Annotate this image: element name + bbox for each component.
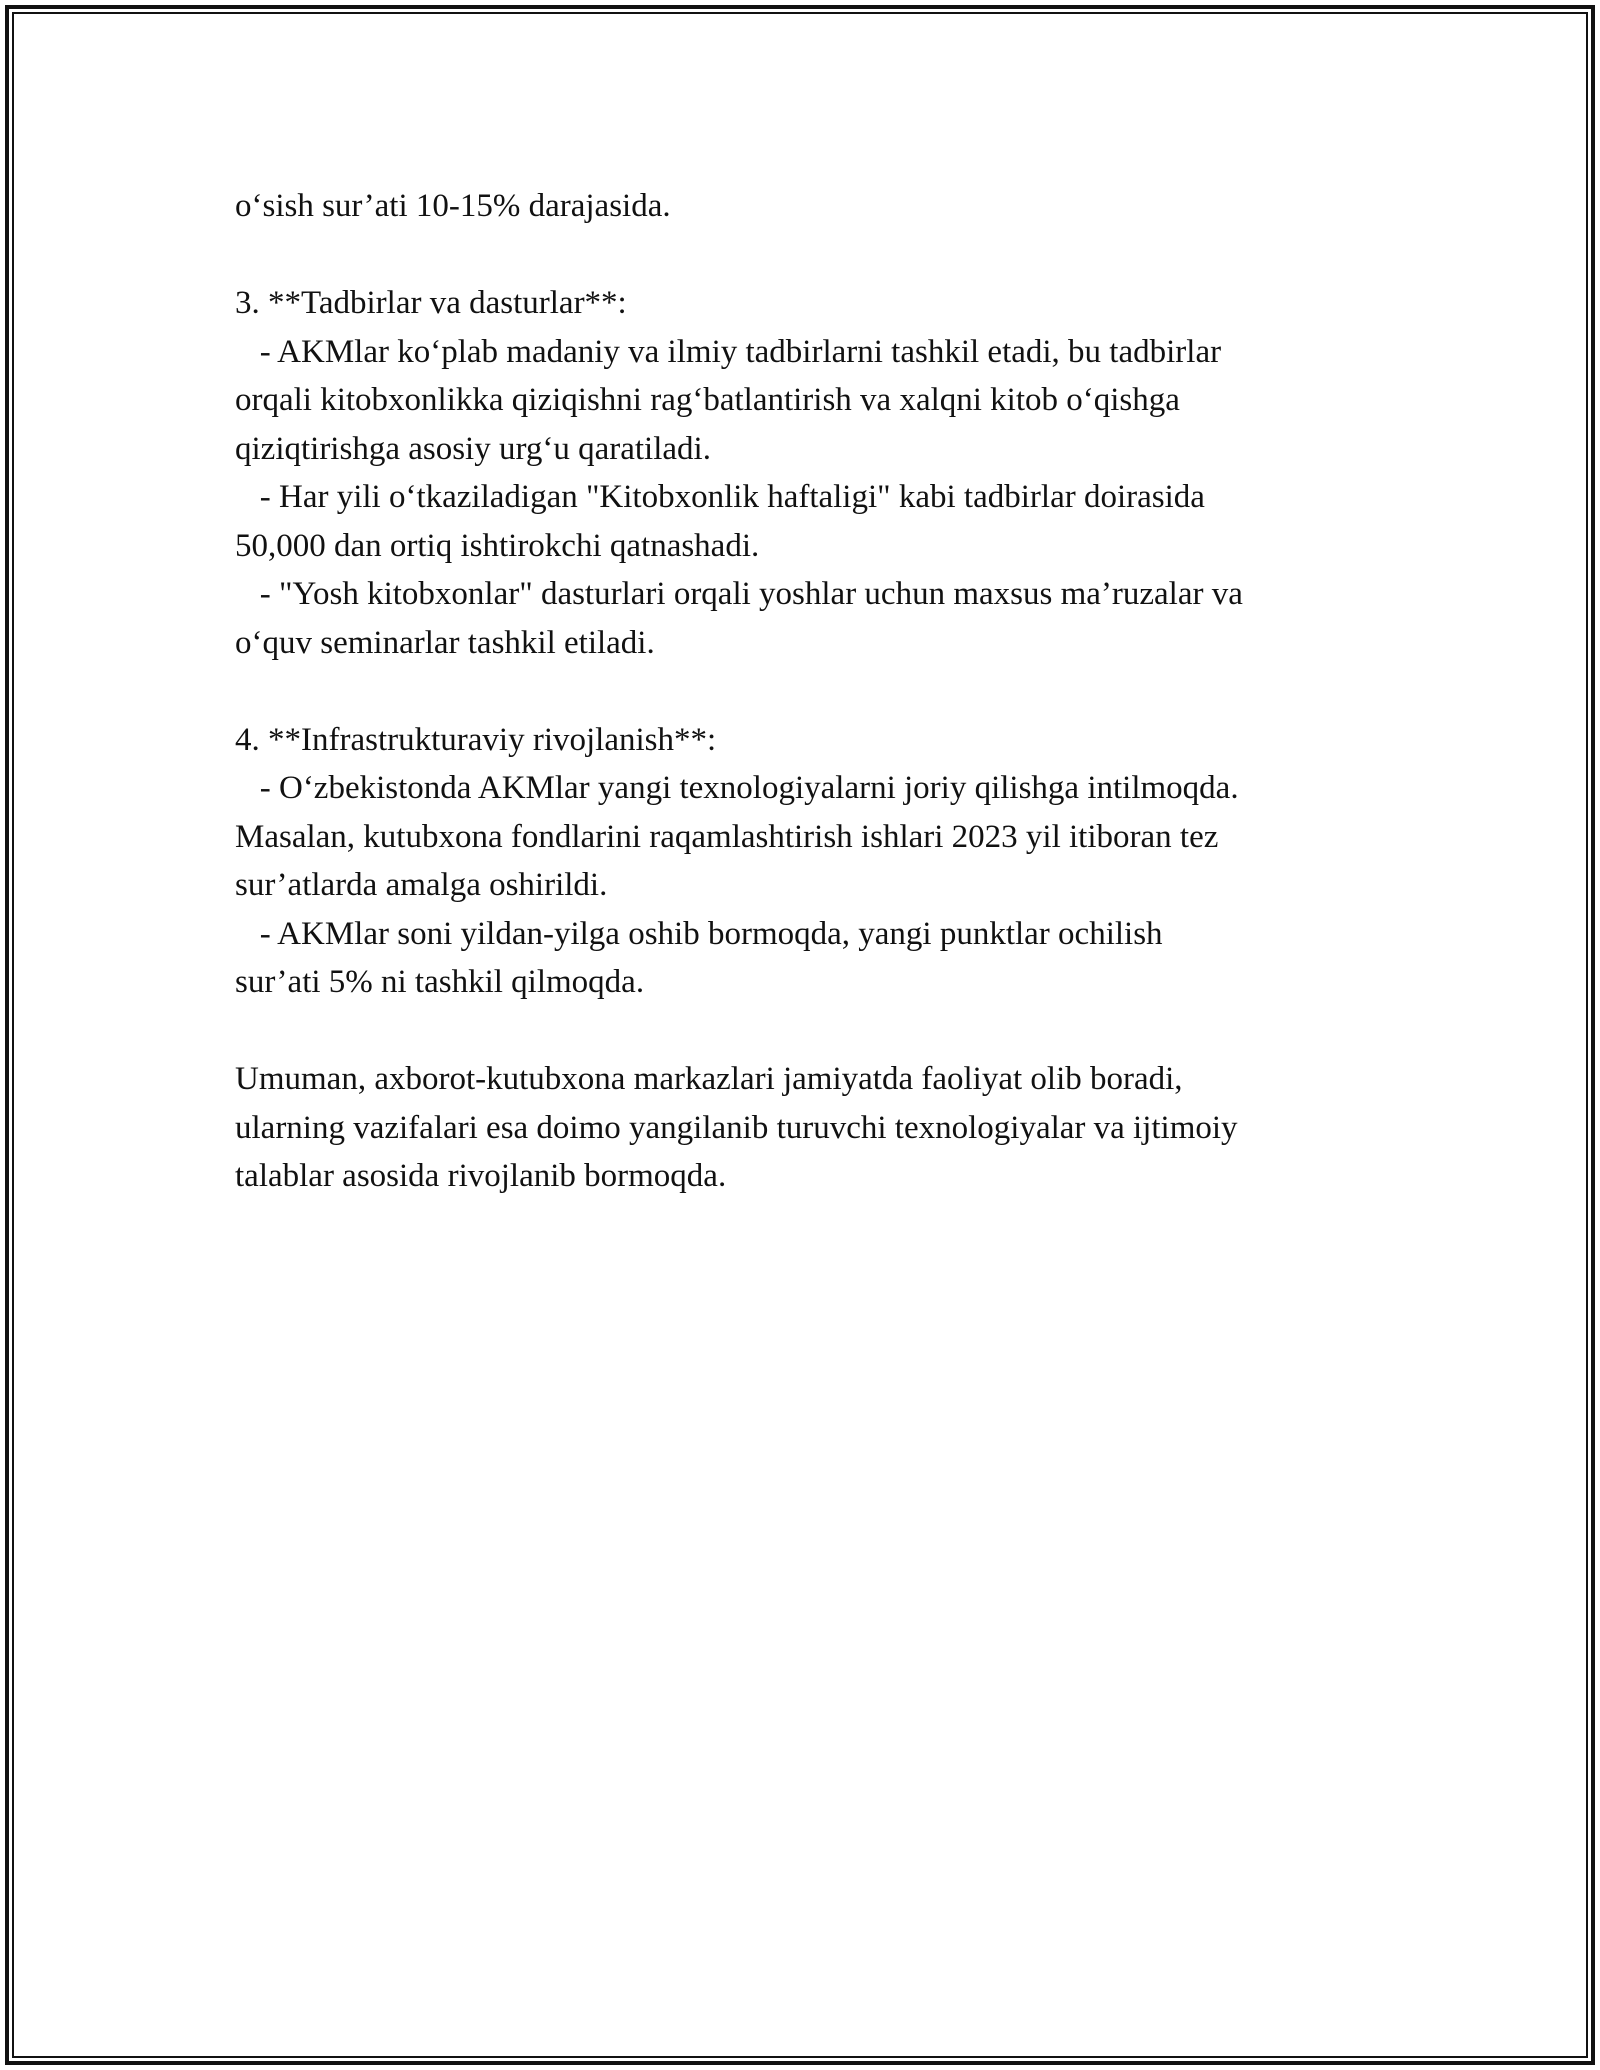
text-line: 50,000 dan ortiq ishtirokchi qatnashadi.	[235, 527, 760, 564]
conclusion-line: talablar asosida rivojlanib bormoqda.	[235, 1158, 727, 1194]
section-heading-4: 4. **Infrastrukturaviy rivojlanish**:	[235, 721, 717, 758]
text-line: o‘quv seminarlar tashkil etiladi.	[235, 624, 655, 661]
conclusion-line: ularning vazifalari esa doimo yangilanib turuvchi texnologiyalar va ijtimoiy	[235, 1109, 1238, 1146]
text-line: - AKMlar soni yildan-yilga oshib bormoqda, yangi punktlar ochilish	[235, 915, 1163, 952]
text-line: Masalan, kutubxona fondlarini raqamlashtirish ishlari 2023 yil itiboran tez	[235, 818, 1219, 855]
blank-line	[235, 667, 1385, 716]
text-line: - O‘zbekistonda AKMlar yangi texnologiyalarni joriy qilishga intilmoqda.	[235, 770, 1239, 806]
text-line: orqali kitobxonlikka qiziqishni rag‘batlantirish va xalqni kitob o‘qishga	[235, 382, 1180, 418]
text-line: qiziqtirishga asosiy urg‘u qaratiladi.	[235, 430, 711, 467]
text-line: - AKMlar ko‘plab madaniy va ilmiy tadbirlarni tashkil etadi, bu tadbirlar	[235, 333, 1222, 370]
text-line: sur’ati 5% ni tashkil qilmoqda.	[235, 964, 645, 1000]
text-line: sur’atlarda amalga oshirildi.	[235, 867, 608, 903]
document-body	[235, 182, 1385, 1201]
section-heading-3: 3. **Tadbirlar va dasturlar**:	[235, 285, 627, 321]
text-line: - Har yili o‘tkaziladigan "Kitobxonlik haftaligi" kabi tadbirlar doirasida	[235, 479, 1205, 515]
text-line: - "Yosh kitobxonlar" dasturlari orqali yoshlar uchun maxsus ma’ruzalar va	[235, 576, 1243, 612]
blank-line	[235, 231, 1385, 280]
conclusion-line: Umuman, axborot-kutubxona markazlari jamiyatda faoliyat olib boradi,	[235, 1061, 1183, 1097]
text-line: o‘sish sur’ati 10-15% darajasida.	[235, 188, 671, 224]
blank-line	[235, 1007, 1385, 1056]
